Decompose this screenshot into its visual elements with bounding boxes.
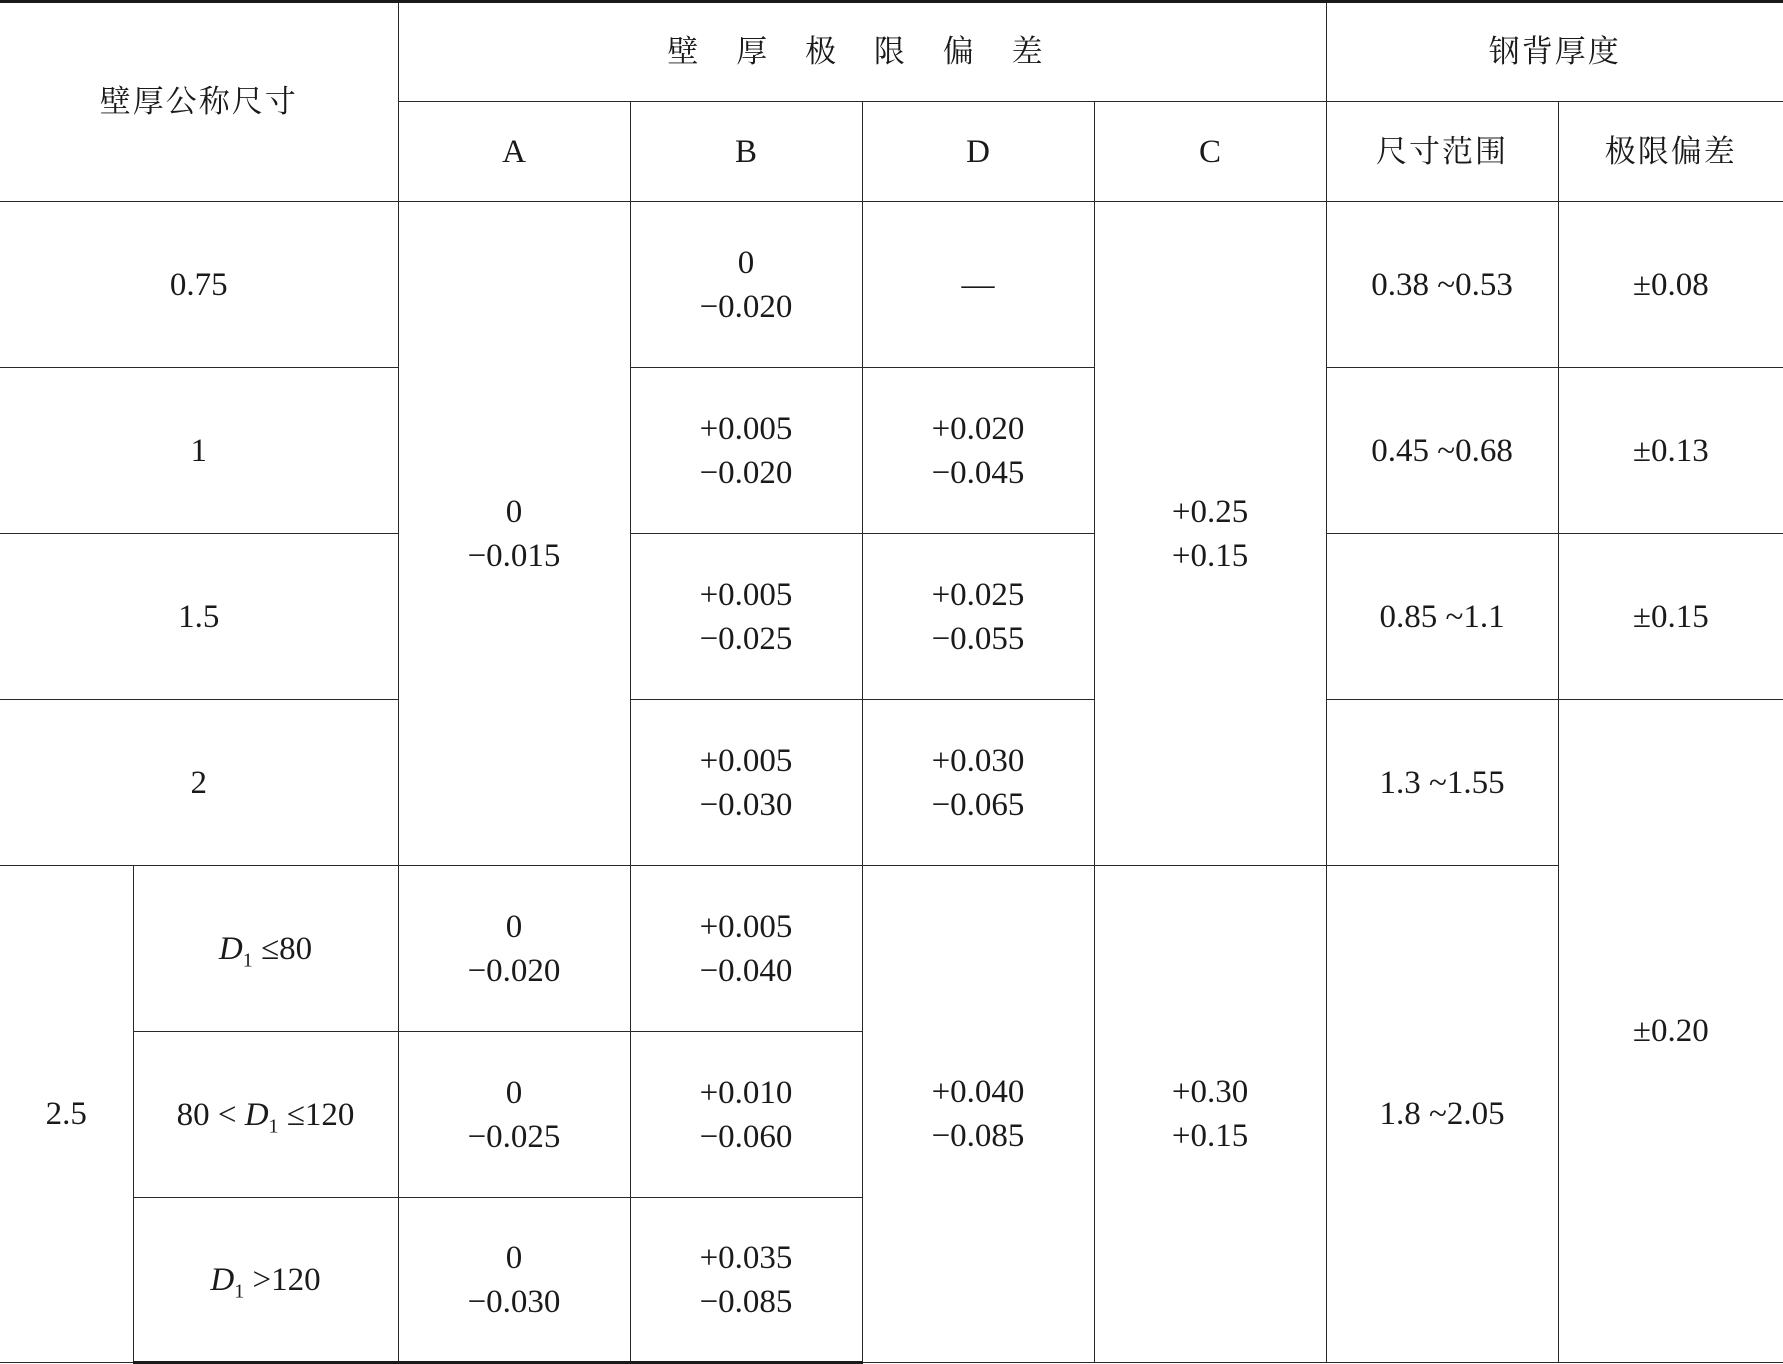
tolerance-lower: −0.085 xyxy=(699,1283,793,1320)
header-nominal-wall-thickness-label: 壁厚公称尺寸 xyxy=(99,84,298,120)
condition-cell xyxy=(133,1198,398,1363)
size-range-cell xyxy=(1326,202,1558,368)
tolerance-C-cell xyxy=(1094,866,1326,1363)
tolerance-upper: +0.005 xyxy=(699,576,793,613)
tolerance-upper: +0.005 xyxy=(699,908,793,945)
tolerance-lower: −0.045 xyxy=(931,454,1025,491)
tolerance-lower: −0.025 xyxy=(467,1118,561,1155)
size-range-value: 1.8 ~2.05 xyxy=(1379,1096,1505,1132)
header-size-range-label: 尺寸范围 xyxy=(1376,133,1509,170)
tolerance-B-cell xyxy=(630,1032,862,1198)
table-row xyxy=(0,700,1783,866)
header-limit-deviation-label: 极限偏差 xyxy=(1604,133,1737,170)
table-row xyxy=(0,368,1783,534)
condition-sub: 1 xyxy=(242,949,253,972)
header-col-A-label: A xyxy=(502,133,526,170)
tolerance-dash: — xyxy=(961,266,995,303)
deviation-value: ±0.20 xyxy=(1632,1013,1709,1049)
tolerance-B-cell xyxy=(630,1198,862,1363)
size-range-value: 0.85 ~1.1 xyxy=(1379,598,1505,635)
condition-cell xyxy=(133,866,398,1032)
tolerance-upper: +0.010 xyxy=(699,1074,793,1111)
tolerance-D-cell xyxy=(862,866,1094,1363)
size-range-cell xyxy=(1326,534,1558,700)
header-col-B-label: B xyxy=(734,133,757,170)
header-col-C xyxy=(1094,102,1326,202)
tolerance-lower: −0.020 xyxy=(699,288,793,325)
tolerance-lower: −0.040 xyxy=(699,952,793,989)
tolerance-lower: −0.085 xyxy=(931,1118,1025,1154)
tolerance-upper: 0 xyxy=(505,1074,523,1111)
nominal-value: 1 xyxy=(190,432,207,469)
size-range-value: 0.38 ~0.53 xyxy=(1371,266,1513,303)
tolerance-lower: −0.015 xyxy=(467,537,561,574)
header-limit-deviation xyxy=(1558,102,1783,202)
tolerance-upper: +0.30 xyxy=(1171,1074,1249,1110)
tolerance-lower: −0.065 xyxy=(931,786,1025,823)
tolerance-D-cell xyxy=(862,368,1094,534)
nominal-value: 1.5 xyxy=(178,598,220,635)
header-size-range xyxy=(1326,102,1558,202)
condition-post: ≤80 xyxy=(252,930,313,967)
size-range-cell xyxy=(1326,700,1558,866)
header-nominal-wall-thickness xyxy=(0,2,398,202)
table-row xyxy=(0,202,1783,368)
size-range-value: 0.45 ~0.68 xyxy=(1371,432,1513,469)
nominal-value: 0.75 xyxy=(169,266,228,303)
tolerance-upper: +0.025 xyxy=(931,576,1025,613)
size-range-cell xyxy=(1326,368,1558,534)
deviation-cell xyxy=(1558,534,1783,700)
tolerance-lower: −0.030 xyxy=(467,1283,561,1320)
header-wall-thickness-tolerance xyxy=(398,2,1326,102)
tolerance-upper: +0.040 xyxy=(931,1074,1025,1110)
deviation-cell xyxy=(1558,700,1783,1363)
tolerance-upper: +0.030 xyxy=(931,742,1025,779)
deviation-cell xyxy=(1558,368,1783,534)
tolerance-upper: 0 xyxy=(505,493,523,530)
condition-var: D xyxy=(244,1096,269,1133)
tolerance-lower: −0.020 xyxy=(699,454,793,491)
tolerance-C-cell xyxy=(1094,202,1326,866)
tolerance-D-cell xyxy=(862,534,1094,700)
deviation-value: ±0.08 xyxy=(1632,266,1709,303)
tolerance-upper: 0 xyxy=(505,908,523,945)
header-col-B xyxy=(630,102,862,202)
tolerance-A-cell xyxy=(398,1198,630,1363)
nominal-value: 2.5 xyxy=(45,1096,87,1132)
tolerance-lower: +0.15 xyxy=(1171,1118,1249,1154)
size-range-cell xyxy=(1326,866,1558,1363)
tolerance-lower: −0.055 xyxy=(931,620,1025,657)
deviation-cell xyxy=(1558,202,1783,368)
tolerance-A-cell xyxy=(398,202,630,866)
tolerance-upper: +0.035 xyxy=(699,1239,793,1276)
tolerance-upper: +0.005 xyxy=(699,410,793,447)
table-row xyxy=(0,534,1783,700)
tolerance-lower: −0.060 xyxy=(699,1118,793,1155)
tolerance-lower: +0.15 xyxy=(1171,537,1249,574)
tolerance-A-cell xyxy=(398,866,630,1032)
tolerance-lower: −0.030 xyxy=(699,786,793,823)
nominal-cell xyxy=(0,866,133,1363)
header-col-D xyxy=(862,102,1094,202)
header-steel-back-thickness-label: 钢背厚度 xyxy=(1488,34,1621,70)
condition-var: D xyxy=(210,1261,235,1298)
tolerance-lower: −0.025 xyxy=(699,620,793,657)
header-wall-thickness-tolerance-label: 壁 厚 极 限 偏 差 xyxy=(667,34,1057,70)
nominal-cell xyxy=(0,534,398,700)
tolerance-upper: +0.020 xyxy=(931,410,1025,447)
tolerance-B-cell xyxy=(630,534,862,700)
condition-sub: 1 xyxy=(268,1115,279,1138)
condition-pre: 80 < xyxy=(176,1096,245,1133)
condition-cell xyxy=(133,1032,398,1198)
deviation-value: ±0.15 xyxy=(1632,598,1709,635)
tolerance-B-cell xyxy=(630,700,862,866)
deviation-value: ±0.13 xyxy=(1632,432,1709,469)
condition-sub: 1 xyxy=(234,1280,245,1303)
nominal-cell xyxy=(0,368,398,534)
tolerance-D-cell xyxy=(862,700,1094,866)
condition-post: ≤120 xyxy=(278,1096,355,1133)
tolerance-B-cell xyxy=(630,866,862,1032)
header-col-A xyxy=(398,102,630,202)
tolerance-A-cell xyxy=(398,1032,630,1198)
header-col-D-label: D xyxy=(966,133,990,170)
tolerance-lower: −0.020 xyxy=(467,952,561,989)
size-range-value: 1.3 ~1.55 xyxy=(1379,764,1505,801)
condition-var: D xyxy=(218,930,243,967)
header-col-C-label: C xyxy=(1199,133,1222,170)
nominal-cell xyxy=(0,202,398,368)
tolerance-D-cell xyxy=(862,202,1094,368)
tolerance-B-cell xyxy=(630,368,862,534)
tolerance-upper: +0.25 xyxy=(1171,493,1249,530)
table-row xyxy=(0,866,1783,1032)
nominal-cell xyxy=(0,700,398,866)
condition-post: >120 xyxy=(244,1261,321,1298)
nominal-value: 2 xyxy=(190,764,207,801)
tolerance-upper: 0 xyxy=(737,244,755,281)
tolerance-upper: +0.005 xyxy=(699,742,793,779)
header-steel-back-thickness xyxy=(1326,2,1783,102)
tolerance-B-cell xyxy=(630,202,862,368)
header-row-1 xyxy=(0,2,1783,102)
tolerance-upper: 0 xyxy=(505,1239,523,1276)
